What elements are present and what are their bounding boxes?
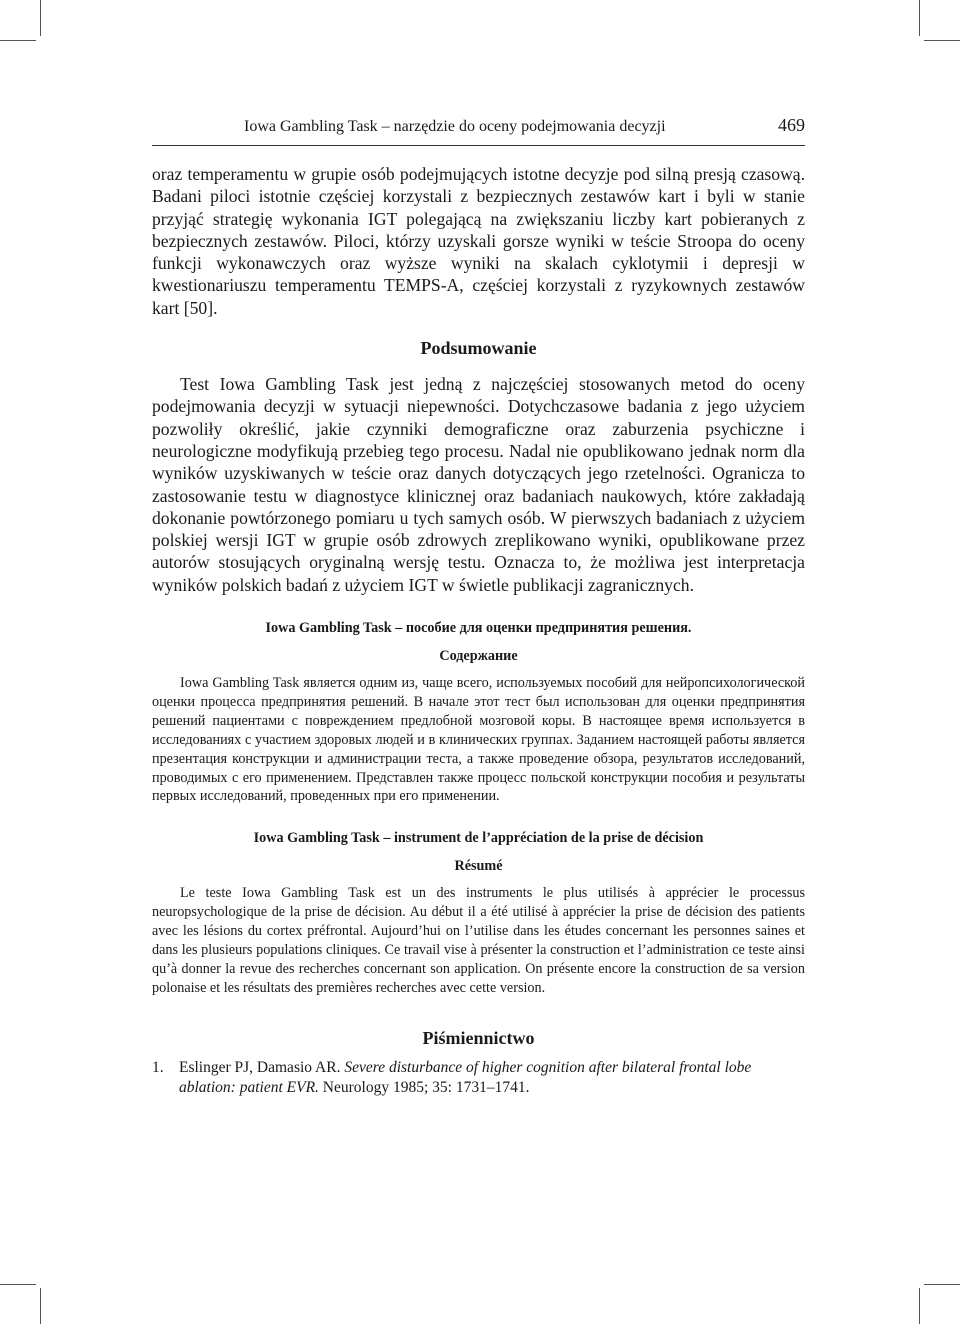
abstract-fr-title: Iowa Gambling Task – instrument de l’appréciation de la prise de décision [253, 830, 704, 847]
continuation-paragraph: oraz temperamentu w grupie osób podejmujących istotne decyzje pod silną presją czasową. Badani piloci istotnie częściej korzystali z bezpiecznych zestawów kart i byli w stanie przyjąć strategię wykonania IGT polegającą na zwiększaniu liczby kart pobieranych z bezpiecznych zestawów. Piloci, którzy uzyskali gorsze wyniki w teście Stroopa do oceny funkcji wykonawczych oraz wyższe wyniki na skalach cyklotymii i depresji w kwestionariuszu temperamentu TEMPS-A, częściej korzystali z ryzykownych zestawów kart [50]. [152, 164, 805, 318]
abstract-russian [152, 620, 805, 806]
abstract-fr-subtitle: Résumé [454, 858, 503, 875]
page-number: 469 [778, 115, 805, 135]
running-header [152, 115, 805, 146]
summary-heading: Podsumowanie [420, 338, 537, 359]
reference-title: Severe disturbance of higher cognition after bilateral frontal lobe ablation: patient EVR. [179, 1058, 752, 1096]
crop-mark-top-right [919, 0, 920, 36]
references-list [152, 1058, 805, 1098]
crop-mark-bottom-right-h [924, 1284, 960, 1285]
crop-mark-bottom-left-h [0, 1284, 36, 1285]
reference-number: 1. [152, 1058, 164, 1076]
abstract-ru-subtitle: Содержание [439, 648, 518, 665]
crop-mark-top-left [40, 0, 41, 36]
abstract-french [152, 830, 805, 997]
reference-item [152, 1058, 805, 1098]
abstract-ru-title: Iowa Gambling Task – пособие для оценки предпринятия решения. [265, 620, 692, 637]
crop-mark-bottom-left [40, 1288, 41, 1324]
abstract-ru-text: Iowa Gambling Task является одним из, чаще всего, используемых пособий для нейропсихологической оценки процесса предпринятия решений. В начале этот тест был использован для оценки предпринятия решений пациентами с повреждением предлобной мозговой коры. В настоящее время используется в исследованиях с участием здоровых людей и в клинических группах. Заданием настоящей работы является презентация конструкции и администрации теста, а также проведение обзора, результатов исследований, проводимых с его применением. Представлен также процесс польской конструкции пособия и результаты первых исследований, проведенных при его применении. [152, 675, 805, 805]
running-title: Iowa Gambling Task – narzędzie do oceny podejmowania decyzji [244, 118, 666, 135]
summary-paragraph: Test Iowa Gambling Task jest jedną z najczęściej stosowanych metod do oceny podejmowania decyzji w sytuacji niepewności. Dotychczasowe badania z jego użyciem pozwoliły określić, jakie czynniki demograficzne oraz zaburzenia psychiczne i neurologiczne modyfikują przebieg tego procesu. Nadal nie opublikowano jednak norm dla wyników uzyskiwanych w teście oraz danych dotyczących jego rzetelności. Ogranicza to zastosowanie testu w diagnostyce klinicznej oraz badaniach naukowych, które zakładają dokonanie powtórzonego pomiaru u tych samych osób. W pierwszych badaniach z użyciem polskiej wersji IGT w grupie osób zdrowych zreplikowano wyniki, opublikowane przez autorów stosujących oryginalną wersję testu. Oznacza to, że możliwa jest interpretacja wyników polskich badań z użyciem IGT w świetle publikacji zagranicznych. [152, 374, 805, 595]
crop-mark-bottom-right [919, 1288, 920, 1324]
references-heading: Piśmiennictwo [422, 1027, 535, 1048]
crop-mark-top-right-h [924, 40, 960, 41]
abstract-fr-text: Le teste Iowa Gambling Task est un des instruments le plus utilisés à apprécier le processus neuropsychologique de la prise de décision. Au début il a été utilisé à apprécier la prise de décision des patients avec les lésions du cortex préfrontal. Aujourd’hui on l’utilise dans les études concernant les personnes saines et dans les plusieurs populations cliniques. Ce travail vise à présenter la construction et l’administration ce teste ainsi qu’à donner la revue des recherches concernant son application. On présente encore la construction de sa version polonaise et les résultats des premières recherches avec cette version. [152, 885, 805, 996]
crop-mark-top-left-h [0, 40, 36, 41]
page-content [152, 163, 805, 1098]
reference-authors: Eslinger PJ, Damasio AR. [179, 1058, 341, 1076]
reference-source: Neurology 1985; 35: 1731–1741. [322, 1078, 530, 1096]
